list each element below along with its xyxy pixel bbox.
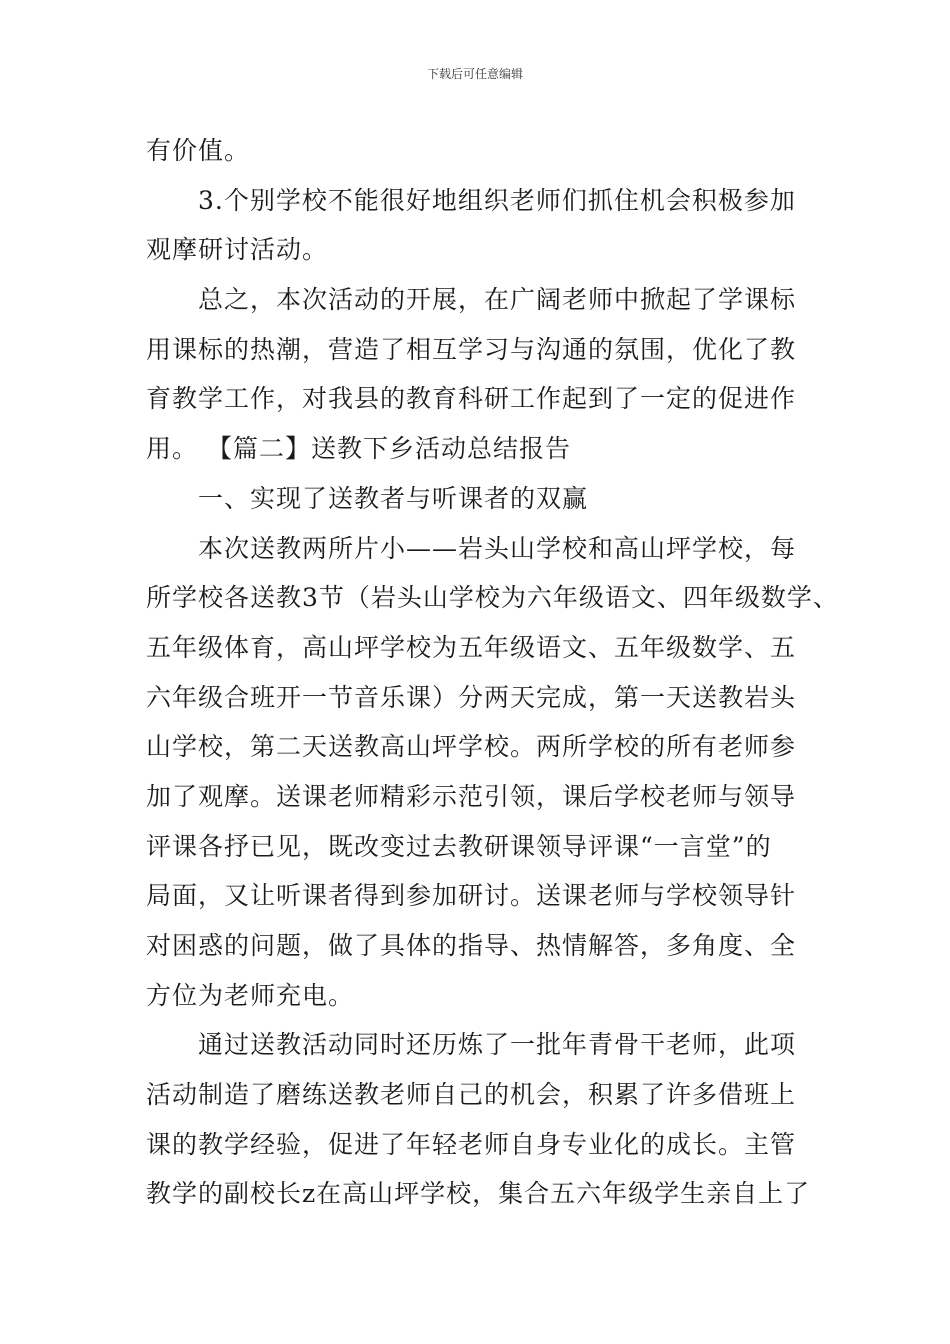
text-line-20: 活动制造了磨练送教老师自己的机会，积累了许多借班上 (146, 1080, 797, 1110)
text-line-16: 局面，又让听课者得到参加研讨。送课老师与学校领导针 (146, 881, 797, 911)
document-body (146, 126, 839, 1219)
section-heading: 一、实现了送教者与听课者的双赢 (198, 483, 589, 513)
text-line-19: 通过送教活动同时还历炼了一批年青骨干老师，此项 (198, 1030, 797, 1060)
text-line-3: 观摩研讨活动。 (146, 235, 329, 265)
text-line-17: 对困惑的问题，做了具体的指导、热情解答，多角度、全 (146, 931, 797, 960)
text-line-21: 课的教学经验，促进了年轻老师自身专业化的成长。主管 (146, 1129, 797, 1159)
text-line-4: 总之，本次活动的开展，在广阔老师中掀起了学课标 (198, 285, 797, 315)
text-line-10: 所学校各送教3节（岩头山学校为六年级语文、四年级数学、 (146, 583, 839, 613)
text-line-5: 用课标的热潮，营造了相互学习与沟通的氛围，优化了教 (146, 334, 797, 364)
text-line-6: 育教学工作，对我县的教育科研工作起到了一定的促进作 (146, 384, 797, 414)
text-line-15: 评课各抒已见，既改变过去教研课领导评课“一言堂”的 (146, 831, 772, 861)
text-line-14: 加了观摩。送课老师精彩示范引领，课后学校老师与领导 (146, 781, 797, 811)
text-line-12: 六年级合班开一节音乐课）分两天完成，第一天送教岩头 (146, 682, 797, 712)
text-line-11: 五年级体育，高山坪学校为五年级语文、五年级数学、五 (146, 632, 797, 662)
text-line-18: 方位为老师充电。 (146, 980, 355, 1010)
text-line-1: 有价值。 (146, 136, 251, 165)
text-line-9: 本次送教两所片小——岩头山学校和高山坪学校，每 (198, 533, 797, 563)
text-line-7: 用。 【篇二】送教下乡活动总结报告 (146, 434, 571, 464)
text-line-2: 3.个别学校不能很好地组织老师们抓住机会积极参加 (198, 185, 796, 215)
text-line-22: 教学的副校长z在高山坪学校，集合五六年级学生亲自上了 (146, 1179, 811, 1209)
text-line-13: 山学校，第二天送教高山坪学校。两所学校的所有老师参 (146, 732, 797, 762)
page-header-note: 下载后可任意编辑 (426, 67, 523, 81)
